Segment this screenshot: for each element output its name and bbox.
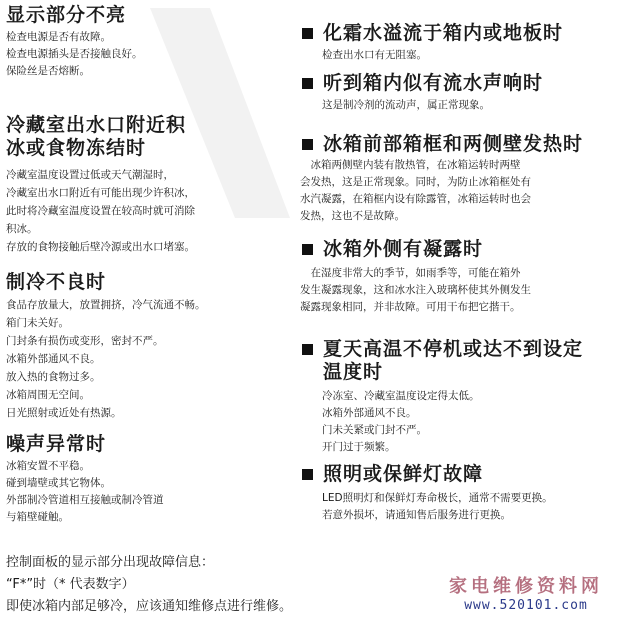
body-line: 冰箱外部通风不良。 xyxy=(6,353,101,365)
square-bullet-icon xyxy=(302,344,313,355)
watermark-title: 家电维修资料网 xyxy=(449,576,603,597)
watermark-url: www.520101.com xyxy=(464,598,588,613)
square-bullet-icon xyxy=(302,139,313,150)
body-line: 检查电源是否有故障。 xyxy=(6,31,111,43)
square-bullet-icon xyxy=(302,78,313,89)
body-line: LED照明灯和保鲜灯寿命极长，通常不需要更换。 xyxy=(322,492,553,504)
body-line: 会发热，这是正常现象。同时，为防止冰箱框处有 xyxy=(300,176,531,188)
body-line: 开门过于频繁。 xyxy=(322,441,396,453)
body-line: 门封条有损伤或变形，密封不严。 xyxy=(6,335,164,347)
body-line: 保险丝是否熔断。 xyxy=(6,65,90,77)
note-line: 即使冰箱内部足够冷，应该通知维修点进行维修。 xyxy=(6,599,293,614)
section-flowing-sound xyxy=(300,72,543,114)
section-body xyxy=(322,97,543,114)
site-watermark xyxy=(438,576,614,614)
section-body xyxy=(300,265,531,316)
body-line: 发生凝露现象，这和冰水注入玻璃杯使其外侧发生 xyxy=(300,284,531,296)
body-line: 冰箱两侧壁内装有散热管，在冰箱运转时两壁 xyxy=(300,159,521,171)
body-line: 若意外损坏，请通知售后服务进行更换。 xyxy=(322,509,511,521)
body-line: 与箱壁碰触。 xyxy=(6,511,69,523)
section-abnormal-noise xyxy=(6,433,164,526)
body-line: 冰箱安置不平稳。 xyxy=(6,460,90,472)
section-poor-cooling xyxy=(6,271,206,422)
body-line: 箱门未关好。 xyxy=(6,317,69,329)
body-line: 放入热的食物过多。 xyxy=(6,371,101,383)
section-summer-no-stop xyxy=(300,338,583,456)
section-heading: 冰箱外侧有凝露时 xyxy=(300,238,531,261)
body-line: 这是制冷剂的流动声，属正常现象。 xyxy=(322,99,490,111)
note-line: “F*”时（* 代表数字） xyxy=(6,577,135,592)
section-heading: 照明或保鲜灯故障 xyxy=(300,463,553,486)
body-line: 外部制冷管道相互接触或制冷管道 xyxy=(6,494,164,506)
section-light-failure xyxy=(300,463,553,524)
section-body xyxy=(6,296,206,422)
body-line: 此时将冷藏室温度设置在较高时就可消除 xyxy=(6,205,195,217)
section-heading: 显示部分不亮 xyxy=(6,4,127,26)
body-line: 日光照射或近处有热源。 xyxy=(6,407,122,419)
body-line: 水汽凝露，在箱框内设有除露管，冰箱运转时也会 xyxy=(300,193,531,205)
section-heading: 冷藏室出水口附近积 冰或食物冻结时 xyxy=(6,114,187,159)
body-line: 食品存放量大，放置拥挤，冷气流通不畅。 xyxy=(6,299,206,311)
body-line: 门未关紧或门封不严。 xyxy=(322,424,427,436)
section-heading: 制冷不良时 xyxy=(6,271,107,293)
body-line: 积冰。 xyxy=(6,223,38,235)
section-body xyxy=(6,166,195,256)
section-defrost-overflow xyxy=(300,22,563,64)
body-line: 凝露现象相同，并非故障。可用干布把它揩干。 xyxy=(300,301,521,313)
section-heading: 化霜水溢流于箱内或地板时 xyxy=(300,22,563,45)
square-bullet-icon xyxy=(302,244,313,255)
section-heading: 听到箱内似有流水声响时 xyxy=(300,72,543,95)
body-line: 冷藏室出水口附近有可能出现少许积冰， xyxy=(6,187,195,199)
body-line: 检查出水口有无阻塞。 xyxy=(322,49,427,61)
body-line: 冰箱外部通风不良。 xyxy=(322,407,417,419)
body-line: 发热，这也不是故障。 xyxy=(300,210,405,222)
section-body xyxy=(322,47,563,64)
note-line: 控制面板的显示部分出现故障信息： xyxy=(6,555,215,570)
section-ice-near-outlet xyxy=(6,114,195,256)
control-panel-error-note xyxy=(6,552,426,618)
body-line: 检查电源插头是否接触良好。 xyxy=(6,48,143,60)
body-line: 冰箱周围无空间。 xyxy=(6,389,90,401)
body-line: 冷藏室温度设置过低或天气潮湿时， xyxy=(6,169,174,181)
square-bullet-icon xyxy=(302,28,313,39)
square-bullet-icon xyxy=(302,469,313,480)
section-body xyxy=(6,458,164,526)
section-body xyxy=(6,29,143,80)
body-line: 碰到墙壁或其它物体。 xyxy=(6,477,111,489)
section-body xyxy=(322,490,553,524)
section-front-frame-heat xyxy=(300,133,583,225)
body-line: 在湿度非常大的季节，如雨季等，可能在箱外 xyxy=(300,267,521,279)
section-heading: 冰箱前部箱框和两侧壁发热时 xyxy=(300,133,583,156)
section-outer-condensation xyxy=(300,238,531,316)
section-body xyxy=(322,388,583,456)
body-line: 存放的食物接触后壁冷源或出水口堵塞。 xyxy=(6,241,195,253)
section-body xyxy=(300,157,583,225)
section-display-not-lit xyxy=(6,4,143,80)
section-heading: 夏天高温不停机或达不到设定 温度时 xyxy=(300,338,583,384)
section-heading: 噪声异常时 xyxy=(6,433,107,455)
body-line: 冷冻室、冷藏室温度设定得太低。 xyxy=(322,390,480,402)
